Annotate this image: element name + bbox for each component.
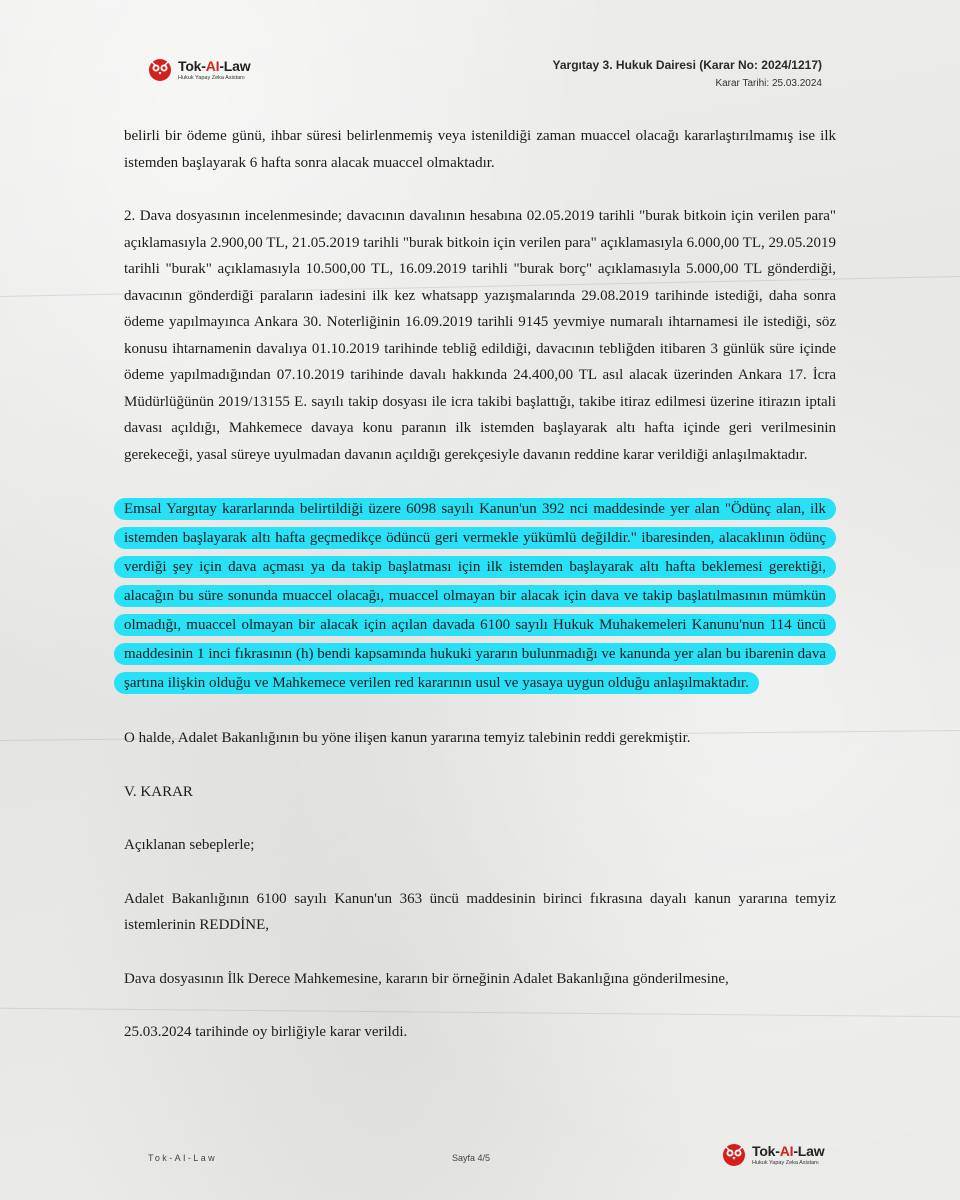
owl-logo-icon <box>722 1143 746 1167</box>
paragraph: Dava dosyasının İlk Derece Mahkemesine, kararın bir örneğinin Adalet Bakanlığına gönderilmesine, <box>124 970 729 987</box>
owl-logo-icon <box>148 58 172 82</box>
highlighted-text: Emsal Yargıtay kararlarında belirtildiği üzere 6098 sayılı Kanun'un 392 nci maddesinde yer alan "Ödünç alan, ilk istemden başlayarak altı hafta geçmedikçe ödüncü geri vermekle yükümlü değildir." ibaresinden, alacaklının ödünç verdiği şey için dava açması ya da takip başlatması için ilk istemden başlayarak altı hafta beklemesi gerektiği, alacağın bu süre sonunda muaccel olacağı, muaccel olmayan bir alacak için dava ve takip başlatılmasının mümkün olmadığı, muaccel olmayan bir alacak için açılan davada 6100 sayılı Hukuk Muhakemeleri Kanunu'nun 114 üncü maddesinin 1 inci fıkrasının (h) bendi kapsamında hukuki yararın bulunmadığı ve kanunda yer alan bu ibarenin dava şartına ilişkin olduğu ve Mahkemece verilen red kararının usul ve yasaya uygun olduğu anlaşılmaktadır. <box>114 498 836 694</box>
paragraph: O halde, Adalet Bakanlığının bu yöne ilişen kanun yararına temyiz talebinin reddi gerekmiştir. <box>124 730 691 746</box>
paragraph: 25.03.2024 tarihinde oy birliğiyle karar verildi. <box>124 1024 408 1040</box>
highlighted-paragraph <box>124 495 836 698</box>
paragraph: 2. Dava dosyasının incelenmesinde; davacının davalının hesabına 02.05.2019 tarihli "burak bitkoin için verilen para" açıklamasıyla 2.900,00 TL, 21.05.2019 tarihli "burak bitkoin için verilen para" açıklamasıyla 6.000,00 TL, 29.05.2019 tarihli "burak" açıklamasıyla 10.500,00 TL, 16.09.2019 tarihli "burak borç" açıklamasıyla 5.000,00 TL gönderdiği, davacının gönderdiği paraların iadesini ilk kez whatsapp yazışmalarında 29.08.2019 tarihinde istediği, daha sonra ödeme yapılmayınca Ankara 30. Noterliğinin 16.09.2019 tarihli 9145 yevmiye numaralı ihtarnamesi ile istediği, söz konusu ihtarnamenin davalıya 01.10.2019 tarihinde tebliğ edildiği, davacının tebliğden itibaren 3 günlük süre içinde ödeme yapılmadığından 07.10.2019 tarihinde davalı hakkında 24.400,00 TL asıl alacak üzerinden Ankara 17. İcra Müdürlüğünün 2019/13155 E. sayılı takip dosyası ile icra takibi başlattığı, takibe itiraz edilmesi üzerine itirazın iptali davası açıldığı, Mahkemece davaya konu paranın ilk istemden başlayarak altı hafta içinde geri verilmesinin gerekeceği, yasal süreye uyulmadan davanın açıldığı gerekçesiyle davanın reddine karar verildiği anlaşılmaktadır. <box>124 208 836 463</box>
decision-date: Karar Tarihi: 25.03.2024 <box>715 78 822 89</box>
section-heading: V. KARAR <box>124 783 193 800</box>
brand-subtitle: Hukuk Yapay Zeka Asistanı <box>752 1159 819 1166</box>
page-number: Sayfa 4/5 <box>452 1153 491 1163</box>
brand-subtitle: Hukuk Yapay Zeka Asistanı <box>178 74 245 81</box>
footer-brand-text: Tok-AI-Law <box>148 1153 218 1163</box>
brand-name: Tok-AI-Law <box>178 57 251 74</box>
paragraph: Adalet Bakanlığının 6100 sayılı Kanun'un 363 üncü maddesinin birinci fıkrasına dayalı kanun yararına temyiz istemlerinin REDDİNE, <box>124 890 836 933</box>
case-info <box>553 58 822 89</box>
paragraph: Açıklanan sebeplerle; <box>124 837 255 853</box>
brand-name: Tok-AI-Law <box>752 1142 825 1159</box>
paragraph: belirli bir ödeme günü, ihbar süresi belirlenmemiş veya istenildiği zaman muaccel olacağı kararlaştırılmamış ise ilk istemden başlayarak 6 hafta sonra alacak muaccel olmaktadır. <box>124 128 836 171</box>
header-logo <box>148 58 250 82</box>
case-title: Yargıtay 3. Hukuk Dairesi (Karar No: 2024/1217) <box>552 58 822 72</box>
footer-logo <box>722 1143 824 1167</box>
document-body <box>124 123 836 1046</box>
